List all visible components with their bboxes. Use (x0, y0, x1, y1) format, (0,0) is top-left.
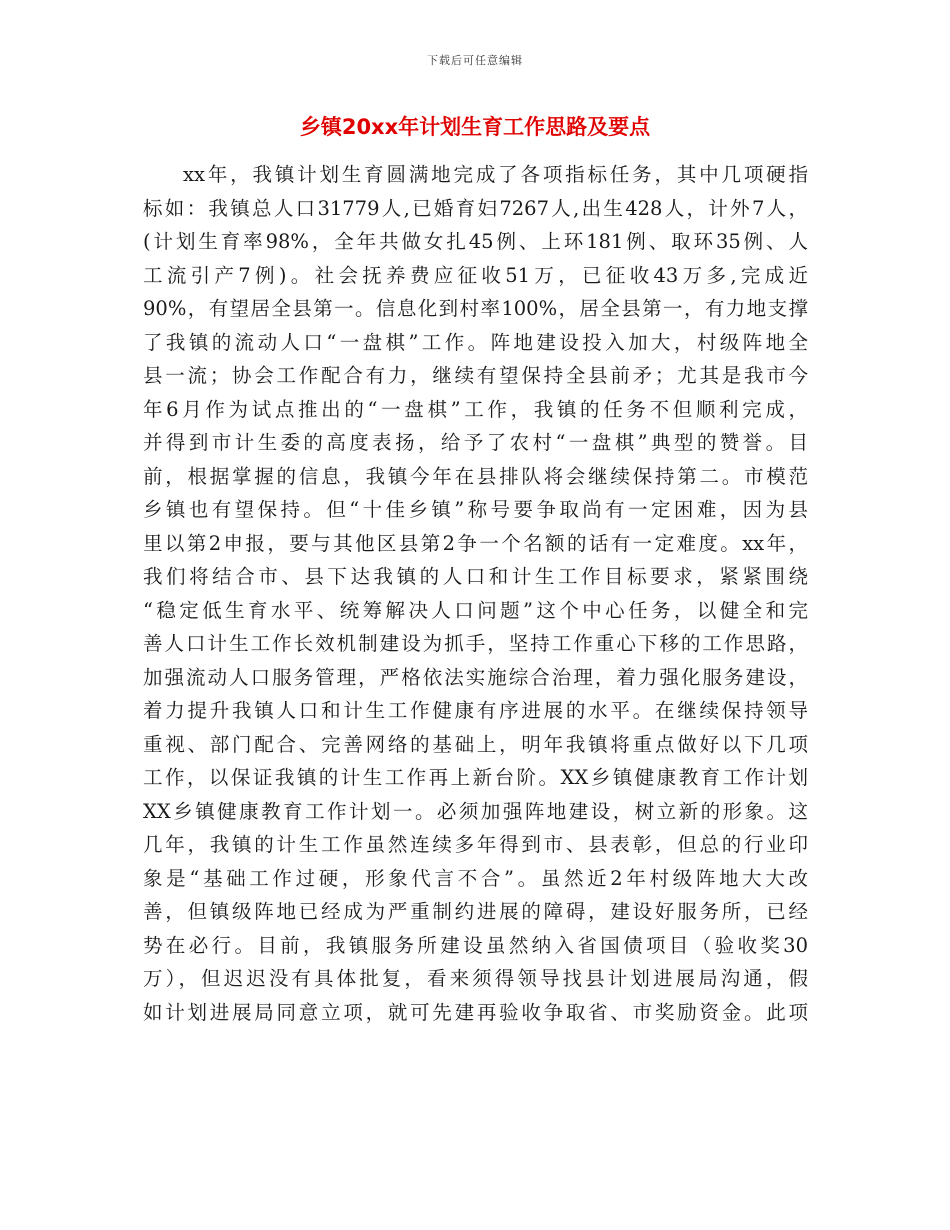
text-line: 我们将结合市、县下达我镇的人口和计生工作目标要求，紧紧围绕 (143, 565, 808, 588)
text-line: 90%，有望居全县第一。信息化到村率100%，居全县第一，有力地支撑 (143, 297, 808, 320)
text-line: 了我镇的流动人口“一盘棋”工作。阵地建设投入加大，村级阵地全 (143, 330, 808, 354)
text-line: XX乡镇健康教育工作计划一。必须加强阵地建设，树立新的形象。这 (143, 799, 808, 823)
text-line: 几年，我镇的计生工作虽然连续多年得到市、县表彰，但总的行业印 (143, 833, 808, 856)
text-line: (计划生育率98%，全年共做女扎45例、上环181例、取环35例、人 (143, 230, 808, 253)
text-line: 前，根据掌握的信息，我镇今年在县排队将会继续保持第二。市模范 (143, 464, 808, 488)
text-line: “稳定低生育水平、统筹解决人口问题”这个中心任务，以健全和完 (143, 598, 808, 622)
document-title: 乡镇20xx年计划生育工作思路及要点 (299, 115, 651, 139)
text-line: 善人口计生工作长效机制建设为抓手，坚持工作重心下移的工作思路， (143, 632, 808, 655)
text-line: 势在必行。目前，我镇服务所建设虽然纳入省国债项目（验收奖30 (143, 933, 808, 957)
text-line: xx年，我镇计划生育圆满地完成了各项指标任务，其中几项硬指 (183, 163, 808, 186)
text-line: 里以第2申报，要与其他区县第2争一个名额的话有一定难度。xx年， (143, 531, 808, 555)
text-line: 并得到市计生委的高度表扬，给予了农村“一盘棋”典型的赞誉。目 (143, 431, 808, 454)
text-line: 如计划进展局同意立项，就可先建再验收争取省、市奖励资金。此项 (143, 1000, 808, 1024)
text-line: 着力提升我镇人口和计生工作健康有序进展的水平。在继续保持领导 (143, 699, 808, 722)
text-line: 标如：我镇总人口31779人,已婚育妇7267人,出生428人，计外7人， (143, 196, 808, 220)
text-line: 重视、部门配合、完善网络的基础上，明年我镇将重点做好以下几项 (143, 732, 808, 756)
text-line: 工作，以保证我镇的计生工作再上新台阶。XX乡镇健康教育工作计划 (143, 766, 808, 789)
text-line: 万），但迟迟没有具体批复，看来须得领导找县计划进展局沟通，假 (143, 967, 808, 990)
text-line: 县一流；协会工作配合有力，继续有望保持全县前矛；尤其是我市今 (143, 364, 808, 387)
text-line: 象是“基础工作过硬，形象代言不合”。虽然近2年村级阵地大大改 (143, 866, 808, 890)
text-line: 工流引产7例)。社会抚养费应征收51万，已征收43万多,完成近 (143, 263, 808, 287)
text-line: 年6月作为试点推出的“一盘棋”工作，我镇的任务不但顺利完成， (143, 397, 808, 421)
header-note: 下载后可任意编辑 (427, 54, 523, 67)
text-line: 乡镇也有望保持。但“十佳乡镇”称号要争取尚有一定困难，因为县 (143, 498, 808, 521)
text-line: 善，但镇级阵地已经成为严重制约进展的障碍，建设好服务所，已经 (143, 900, 808, 923)
text-line: 加强流动人口服务管理，严格依法实施综合治理，着力强化服务建设， (143, 665, 808, 689)
body-text (143, 158, 808, 1029)
